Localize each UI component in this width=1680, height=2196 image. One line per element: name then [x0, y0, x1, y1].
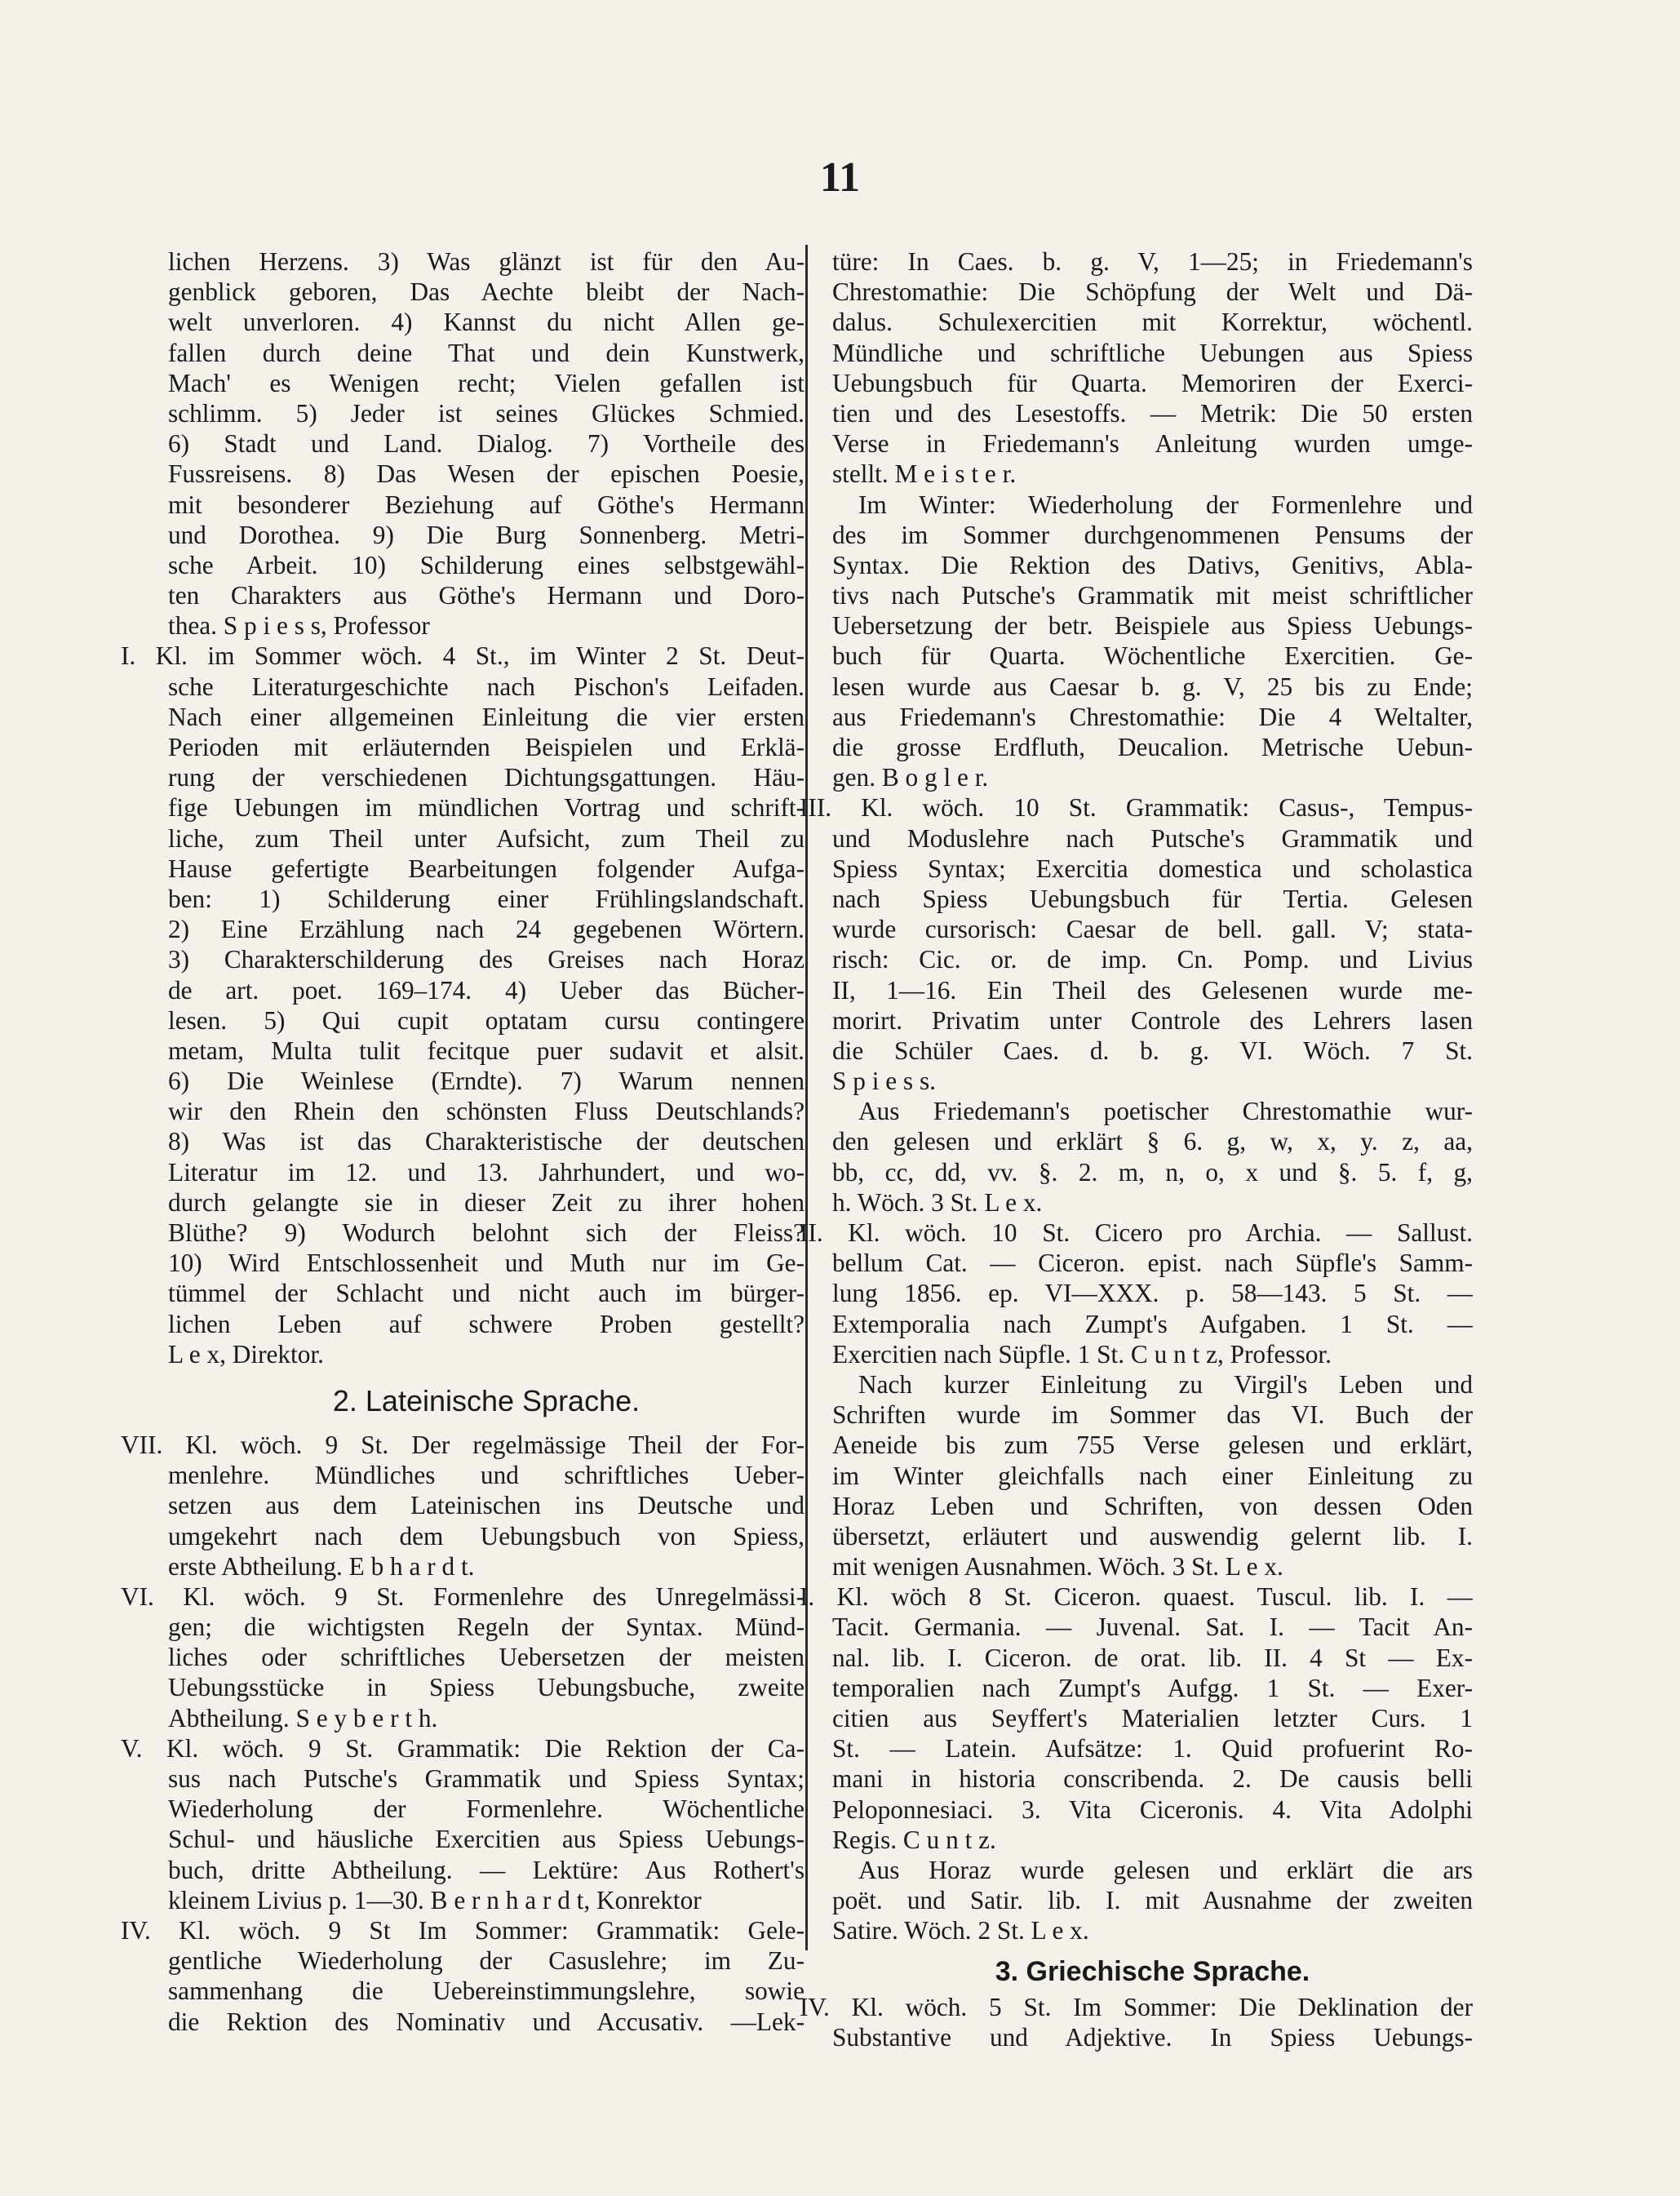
text-line: Spiess Syntax; Exercitia domestica und scholastica — [832, 854, 1473, 883]
text-line: V. Kl. wöch. 9 St. Grammatik: Die Rektion der Ca- — [121, 1733, 805, 1763]
right-text-part1 — [800, 246, 1473, 1946]
text-line: Literatur im 12. und 13. Jahrhundert, und wo- — [168, 1157, 805, 1187]
text-line: ten Charakters aus Göthe's Hermann und Doro- — [168, 581, 805, 610]
text-line: Verse in Friedemann's Anleitung wurden umge- — [832, 429, 1473, 459]
text-line: sche Literaturgeschichte nach Pischon's Leifaden. — [168, 672, 805, 701]
text-line: türe: In Caes. b. g. V, 1—25; in Friedemann's — [832, 247, 1473, 276]
text-line: Nach kurzer Einleitung zu Virgil's Leben und — [858, 1369, 1473, 1399]
text-line: Mündliche und schriftliche Uebungen aus Spiess — [832, 338, 1473, 367]
text-line: buch für Quarta. Wöchentliche Exercitien. Ge- — [832, 641, 1473, 671]
text-line: 10) Wird Entschlossenheit und Muth nur im Ge- — [168, 1249, 805, 1278]
text-line: morirt. Privatim unter Controle des Lehrers lasen — [832, 1005, 1473, 1035]
text-line: Im Winter: Wiederholung der Formenlehre und — [858, 490, 1473, 519]
text-line: Schriften wurde im Sommer das VI. Buch der — [832, 1400, 1473, 1430]
text-line: nach Spiess Uebungsbuch für Tertia. Gelesen — [832, 884, 1473, 913]
text-line: wurde cursorisch: Caesar de bell. gall. V; stata- — [832, 915, 1473, 944]
text-line: St. — Latein. Aufsätze: 1. Quid profuerint Ro- — [832, 1734, 1473, 1763]
text-line: die grosse Erdfluth, Deucalion. Metrische Uebun- — [832, 733, 1473, 761]
text-line: VI. Kl. wöch. 9 St. Formenlehre des Unregelmässi- — [121, 1582, 805, 1611]
text-line: liches oder schriftliches Uebersetzen der meisten — [168, 1643, 805, 1672]
text-line: 8) Was ist das Charakteristische der deutschen — [168, 1127, 805, 1156]
text-line: Extemporalia nach Zumpt's Aufgaben. 1 St. — — [832, 1309, 1473, 1338]
text-line: erste Abtheilung. E b h a r d t. — [168, 1551, 475, 1581]
text-line: lichen Herzens. 3) Was glänzt ist für den Au- — [168, 247, 805, 276]
text-line: setzen aus dem Lateinischen ins Deutsche und — [168, 1491, 805, 1520]
text-line: de art. poet. 169–174. 4) Ueber das Bücher- — [168, 975, 805, 1005]
text-line: übersetzt, erläutert und auswendig gelernt lib. I. — [832, 1521, 1473, 1551]
text-line: wir den Rhein den schönsten Fluss Deutschlands? — [168, 1097, 805, 1126]
section-heading-greek: 3. Griechische Sprache. — [995, 1955, 1310, 1987]
text-line: im Winter gleichfalls nach einer Einleitung zu — [832, 1461, 1473, 1490]
text-line: IV. Kl. wöch. 9 St Im Sommer: Grammatik: Gele- — [121, 1915, 805, 1945]
text-line: Uebungsstücke in Spiess Uebungsbuche, zweite — [168, 1673, 805, 1702]
text-line: sche Arbeit. 10) Schilderung eines selbstgewähl- — [168, 550, 805, 579]
text-line: bb, cc, dd, vv. §. 2. m, n, o, x und §. 5. f, g, — [832, 1157, 1473, 1187]
text-line: Aeneide bis zum 755 Verse gelesen und erklärt, — [832, 1431, 1473, 1460]
text-line: Uebungsbuch für Quarta. Memoriren der Exerci- — [832, 368, 1473, 397]
text-line: I. Kl. im Sommer wöch. 4 St., im Winter 2 St. Deut- — [121, 641, 805, 671]
text-line: mit besonderer Beziehung auf Göthe's Hermann — [168, 490, 805, 519]
text-line: stellt. M e i s t e r. — [832, 459, 1017, 489]
text-line: dalus. Schulexercitien mit Korrektur, wöchentl. — [832, 308, 1473, 337]
text-line: liche, zum Theil unter Aufsicht, zum Theil zu — [168, 823, 805, 853]
text-line: gen; die wichtigsten Regeln der Syntax. Münd- — [168, 1613, 805, 1642]
text-line: bellum Cat. — Ciceron. epist. nach Süpfle's Samm- — [832, 1249, 1473, 1278]
text-line: risch: Cic. or. de imp. Cn. Pomp. und Livius — [832, 945, 1473, 974]
text-line: II. Kl. wöch. 10 St. Cicero pro Archia. — Sallust. — [800, 1218, 1473, 1247]
text-line: fige Uebungen im mündlichen Vortrag und schrift- — [168, 793, 805, 823]
text-line: Regis. C u n t z. — [832, 1825, 996, 1854]
text-line: rung der verschiedenen Dichtungsgattungen. Häu- — [168, 763, 805, 792]
text-line: temporalien nach Zumpt's Aufgg. 1 St. — Exer- — [832, 1673, 1473, 1702]
left-column — [121, 246, 805, 2037]
left-text-part1 — [121, 246, 805, 1369]
text-line: II, 1—16. Ein Theil des Gelesenen wurde me- — [832, 975, 1473, 1005]
text-line: Schul- und häusliche Exercitien aus Spiess Uebungs- — [168, 1825, 805, 1854]
left-text-part2 — [121, 1430, 805, 2037]
text-line: III. Kl. wöch. 10 St. Grammatik: Casus-, Tempus- — [800, 793, 1473, 823]
text-line: L e x, Direktor. — [168, 1339, 324, 1369]
text-line: Satire. Wöch. 2 St. L e x. — [832, 1916, 1089, 1945]
text-line: Mach' es Wenigen recht; Vielen gefallen ist — [168, 368, 805, 397]
text-line: Chrestomathie: Die Schöpfung der Welt und Dä- — [832, 277, 1473, 307]
text-line: Peloponnesiaci. 3. Vita Ciceronis. 4. Vita Adolphi — [832, 1795, 1473, 1824]
right-column — [800, 246, 1473, 2052]
text-line: Hause gefertigte Bearbeitungen folgender Aufga- — [168, 854, 805, 883]
right-text-part2 — [800, 1992, 1473, 2052]
text-line: des im Sommer durchgenommenen Pensums der — [832, 520, 1473, 549]
text-line: welt unverloren. 4) Kannst du nicht Allen ge- — [168, 308, 805, 337]
text-line: die Rektion des Nominativ und Accusativ. —Lek- — [168, 2007, 805, 2036]
text-line: Syntax. Die Rektion des Dativs, Genitivs, Abla- — [832, 550, 1473, 579]
text-line: buch, dritte Abtheilung. — Lektüre: Aus Rothert's — [168, 1855, 805, 1884]
text-line: die Schüler Caes. d. b. g. VI. Wöch. 7 St. — [832, 1036, 1473, 1065]
text-line: 6) Stadt und Land. Dialog. 7) Vortheile des — [168, 429, 805, 459]
text-line: Wiederholung der Formenlehre. Wöchentliche — [168, 1795, 805, 1824]
text-line: durch gelangte sie in dieser Zeit zu ihrer hohen — [168, 1187, 805, 1217]
text-line: sammenhang die Uebereinstimmungslehre, sowie — [168, 1976, 805, 2006]
section-heading-latin: 2. Lateinische Sprache. — [332, 1383, 641, 1417]
text-line: 6) Die Weinlese (Erndte). 7) Warum nennen — [168, 1067, 805, 1096]
text-line: schlimm. 5) Jeder ist seines Glückes Schmied. — [168, 398, 805, 428]
text-line: metam, Multa tulit fecitque puer sudavit et alsit. — [168, 1036, 805, 1065]
text-line: Nach einer allgemeinen Einleitung die vier ersten — [168, 702, 805, 731]
text-line: und Moduslehre nach Putsche's Grammatik und — [832, 823, 1473, 853]
text-line: Aus Horaz wurde gelesen und erklärt die ars — [858, 1855, 1473, 1884]
text-line: Horaz Leben und Schriften, von dessen Oden — [832, 1491, 1473, 1520]
text-line: lung 1856. ep. VI—XXX. p. 58—143. 5 St. — — [832, 1279, 1473, 1308]
text-line: Tacit. Germania. — Juvenal. Sat. I. — Tacit An- — [832, 1613, 1473, 1642]
text-line: mit wenigen Ausnahmen. Wöch. 3 St. L e x. — [832, 1552, 1283, 1582]
text-line: h. Wöch. 3 St. L e x. — [832, 1187, 1043, 1217]
text-line: Perioden mit erläuternden Beispielen und Erklä- — [168, 733, 805, 761]
text-line: Blüthe? 9) Wodurch belohnt sich der Fleiss? — [168, 1218, 805, 1247]
text-line: lesen wurde aus Caesar b. g. V, 25 bis zu Ende; — [832, 672, 1473, 701]
text-line: Substantive und Adjektive. In Spiess Uebungs- — [832, 2022, 1473, 2052]
text-line: 3) Charakterschilderung des Greises nach Horaz — [168, 945, 805, 974]
text-line: IV. Kl. wöch. 5 St. Im Sommer: Die Deklination der — [800, 1992, 1473, 2021]
text-line: und Dorothea. 9) Die Burg Sonnenberg. Metri- — [168, 520, 805, 549]
text-line: citien aus Seyffert's Materialien letzter Curs. 1 — [832, 1704, 1473, 1732]
text-line: ben: 1) Schilderung einer Frühlingslandschaft. — [168, 884, 805, 913]
text-line: gentliche Wiederholung der Casuslehre; im Zu- — [168, 1946, 805, 1976]
text-line: I. Kl. wöch 8 St. Ciceron. quaest. Tuscul. lib. I. — — [800, 1582, 1473, 1612]
text-line: Uebersetzung der betr. Beispiele aus Spiess Uebungs- — [832, 611, 1473, 641]
text-line: Fussreisens. 8) Das Wesen der epischen Poesie, — [168, 459, 805, 489]
text-line: tümmel der Schlacht und nicht auch im bürger- — [168, 1279, 805, 1308]
text-line: VII. Kl. wöch. 9 St. Der regelmässige Theil der For- — [121, 1430, 805, 1459]
text-line: thea. S p i e s s, Professor — [168, 611, 430, 641]
text-line: sus nach Putsche's Grammatik und Spiess Syntax; — [168, 1764, 805, 1793]
text-line: tivs nach Putsche's Grammatik mit meist schriftlicher — [832, 581, 1473, 610]
text-line: mani in historia conscribenda. 2. De causis belli — [832, 1764, 1473, 1794]
text-line: umgekehrt nach dem Uebungsbuch von Spiess, — [168, 1521, 805, 1551]
text-line: lichen Leben auf schwere Proben gestellt? — [168, 1309, 805, 1338]
text-line: S p i e s s. — [832, 1067, 936, 1096]
text-line: kleinem Livius p. 1—30. B e r n h a r d t, Konrektor — [168, 1885, 702, 1914]
text-line: fallen durch deine That und dein Kunstwerk, — [168, 338, 805, 367]
text-line: Aus Friedemann's poetischer Chrestomathie wur- — [858, 1097, 1473, 1126]
text-line: menlehre. Mündliches und schriftliches Ueber- — [168, 1461, 805, 1490]
text-line: genblick geboren, Das Aechte bleibt der Nach- — [168, 277, 805, 307]
text-line: gen. B o g l e r. — [832, 763, 989, 792]
text-line: poët. und Satir. lib. I. mit Ausnahme der zweiten — [832, 1886, 1473, 1915]
text-line: tien und des Lesestoffs. — Metrik: Die 50 ersten — [832, 398, 1473, 428]
text-line: aus Friedemann's Chrestomathie: Die 4 Weltalter, — [832, 702, 1473, 731]
text-line: Abtheilung. S e y b e r t h. — [168, 1703, 438, 1732]
text-line: lesen. 5) Qui cupit optatam cursu contingere — [168, 1005, 805, 1035]
text-line: Exercitien nach Süpfle. 1 St. C u n t z, Professor. — [832, 1339, 1332, 1369]
page-number: 11 — [819, 154, 861, 201]
column-divider — [805, 245, 808, 1950]
text-line: nal. lib. I. Ciceron. de orat. lib. II. 4 St — Ex- — [832, 1643, 1473, 1672]
text-line: den gelesen und erklärt § 6. g, w, x, y. z, aa, — [832, 1127, 1473, 1156]
text-line: 2) Eine Erzählung nach 24 gegebenen Wörtern. — [168, 915, 805, 944]
